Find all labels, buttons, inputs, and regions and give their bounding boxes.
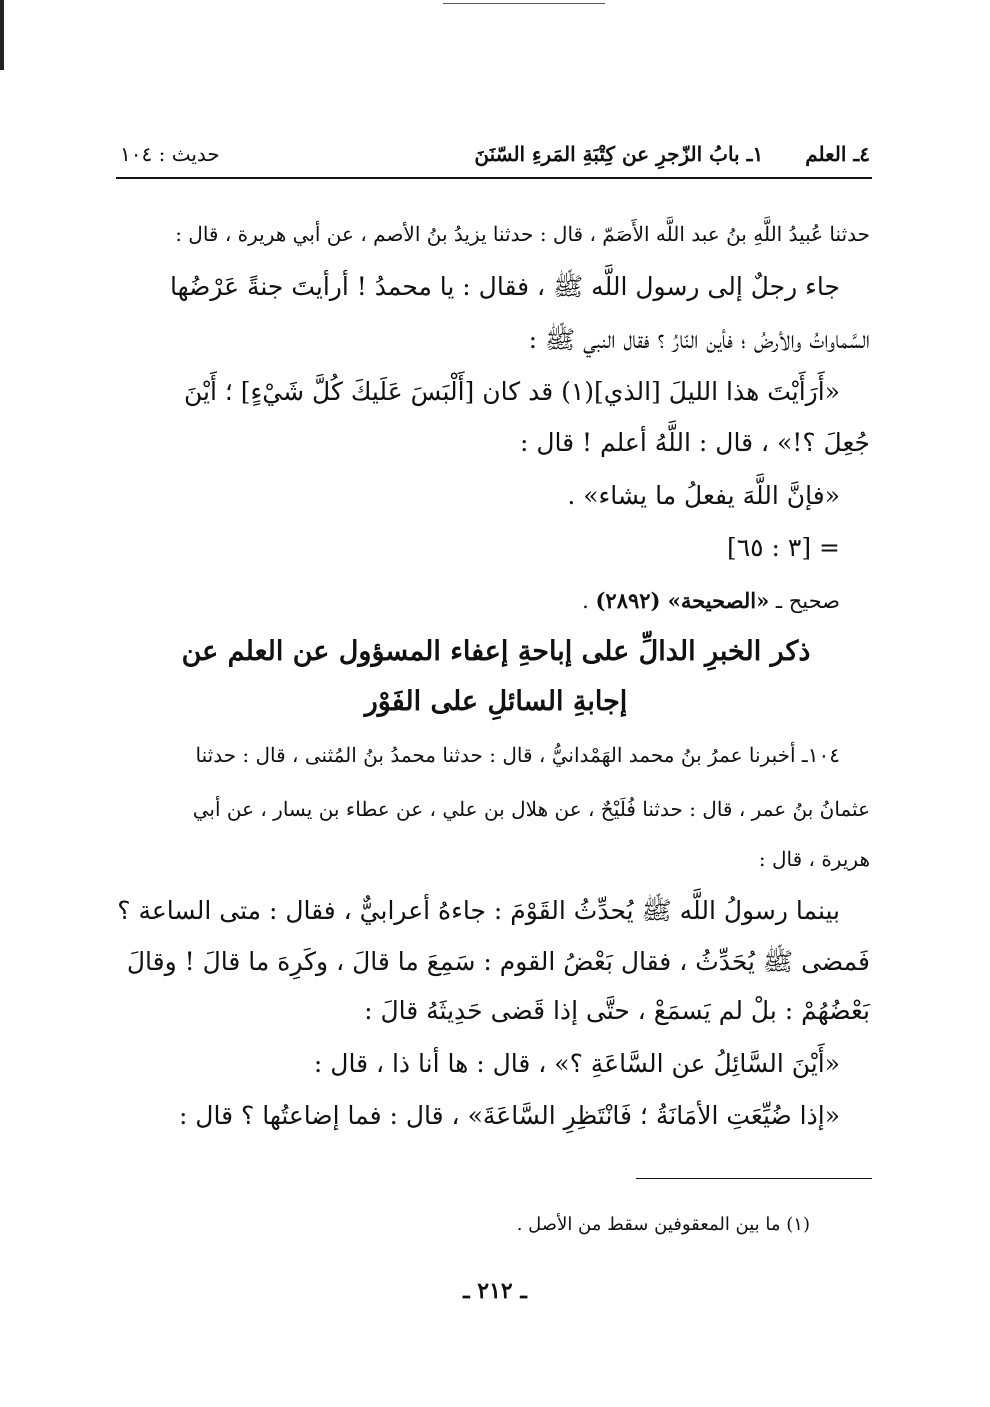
header-chapter-title: ١ـ بابُ الزّجرِ عن كِتْبَةِ المَرءِ السّنَنَ xyxy=(474,142,764,166)
header-book-title: ٤ـ العلم xyxy=(805,142,870,166)
hadith-104-matn: فَمضى ﷺ يُحَدِّثُ ، فقال بَعْضُ القوم : سَمِعَ ما قالَ ، وكَرِهَ ما قالَ ! وقالَ xyxy=(126,947,870,976)
hadith-104-matn: بَعْضُهُمْ : بلْ لم يَسمَعْ ، حتَّى إذا قَضى حَدِيثَهُ قالَ : xyxy=(364,996,870,1025)
footnote-rule xyxy=(636,1178,872,1179)
isnad-line: حدثنا عُبيدُ اللَّهِ بنُ عبد اللَّه الأَصَمّ ، قال : حدثنا يزيدُ بنُ الأصم ، عن أبي هريرة ، قال : xyxy=(175,222,870,246)
grading-end: . xyxy=(582,589,589,613)
section-heading-line-1: ذكر الخبرِ الدالِّ على إباحةِ إعفاء المسؤول عن العلم عن xyxy=(181,636,811,667)
hadith-104-matn: «أَيْنَ السَّائِلُ عن السَّاعَةِ ؟» ، قال : ها أنا ذا ، قال : xyxy=(313,1049,840,1078)
grading-label: صحيح ـ xyxy=(775,589,840,613)
section-heading-line-2: إجابةِ السائلِ على الفَوْر xyxy=(364,686,628,717)
cross-reference: = [٣ : ٦٥] xyxy=(726,533,840,562)
top-edge-rule xyxy=(443,0,605,4)
matn-line: السَّماواتُ والأرضُ ؛ فأين النّارُ ؟ فقال النبي ﷺ : xyxy=(528,325,870,354)
page-number: ـ ٢١٢ ـ xyxy=(463,1278,527,1304)
matn-line: جُعِلَ ؟!» ، قال : اللَّهُ أعلم ! قال : xyxy=(519,428,870,457)
hadith-104-isnad: عثمانُ بنُ عمر ، قال : حدثنا فُلَيْحٌ ، عن هلال بن علي ، عن عطاء بن يسار ، عن أبي xyxy=(192,797,870,821)
header-hadith-ref: حديث : ١٠٤ xyxy=(120,142,220,166)
footnote: (١) ما بين المعقوفين سقط من الأصل . xyxy=(516,1214,810,1235)
header-right-group xyxy=(474,142,870,166)
matn-line: جاء رجلٌ إلى رسول اللَّه ﷺ ، فقال : يا محمدُ ! أرأيتَ جنةً عَرْضُها xyxy=(169,272,840,301)
scan-edge-mark xyxy=(0,0,4,70)
hadith-104-matn: بينما رسولُ اللَّه ﷺ يُحدِّثُ القَوْمَ : جاءهُ أعرابيٌّ ، فقال : متى الساعة ؟ xyxy=(117,896,840,925)
hadith-104-matn: «إذا ضُيِّعَتِ الأمَانَةُ ؛ فَانْتَظِرِ السَّاعَةَ» ، قال : فما إضاعتُها ؟ قال : xyxy=(178,1101,840,1130)
grading-source: «الصحيحة» (٢٨٩٢) xyxy=(595,588,770,613)
matn-line: «أَرَأَيْتَ هذا الليلَ [الذي](١) قد كان [أَلْبَسَ عَلَيكَ كُلَّ شَيْءٍ] ؛ أَيْنَ xyxy=(184,377,840,406)
hadith-104-isnad: هريرة ، قال : xyxy=(758,847,870,871)
matn-line: «فإنَّ اللَّهَ يفعلُ ما يشاء» . xyxy=(567,481,840,510)
hadith-104-isnad: ١٠٤ـ أخبرنا عمرُ بنُ محمد الهَمْدانيُّ ، قال : حدثنا محمدُ بنُ المُثنى ، قال : حدثنا xyxy=(195,743,840,767)
header-rule xyxy=(116,177,872,179)
grading-line xyxy=(118,588,840,613)
running-header xyxy=(120,138,870,170)
